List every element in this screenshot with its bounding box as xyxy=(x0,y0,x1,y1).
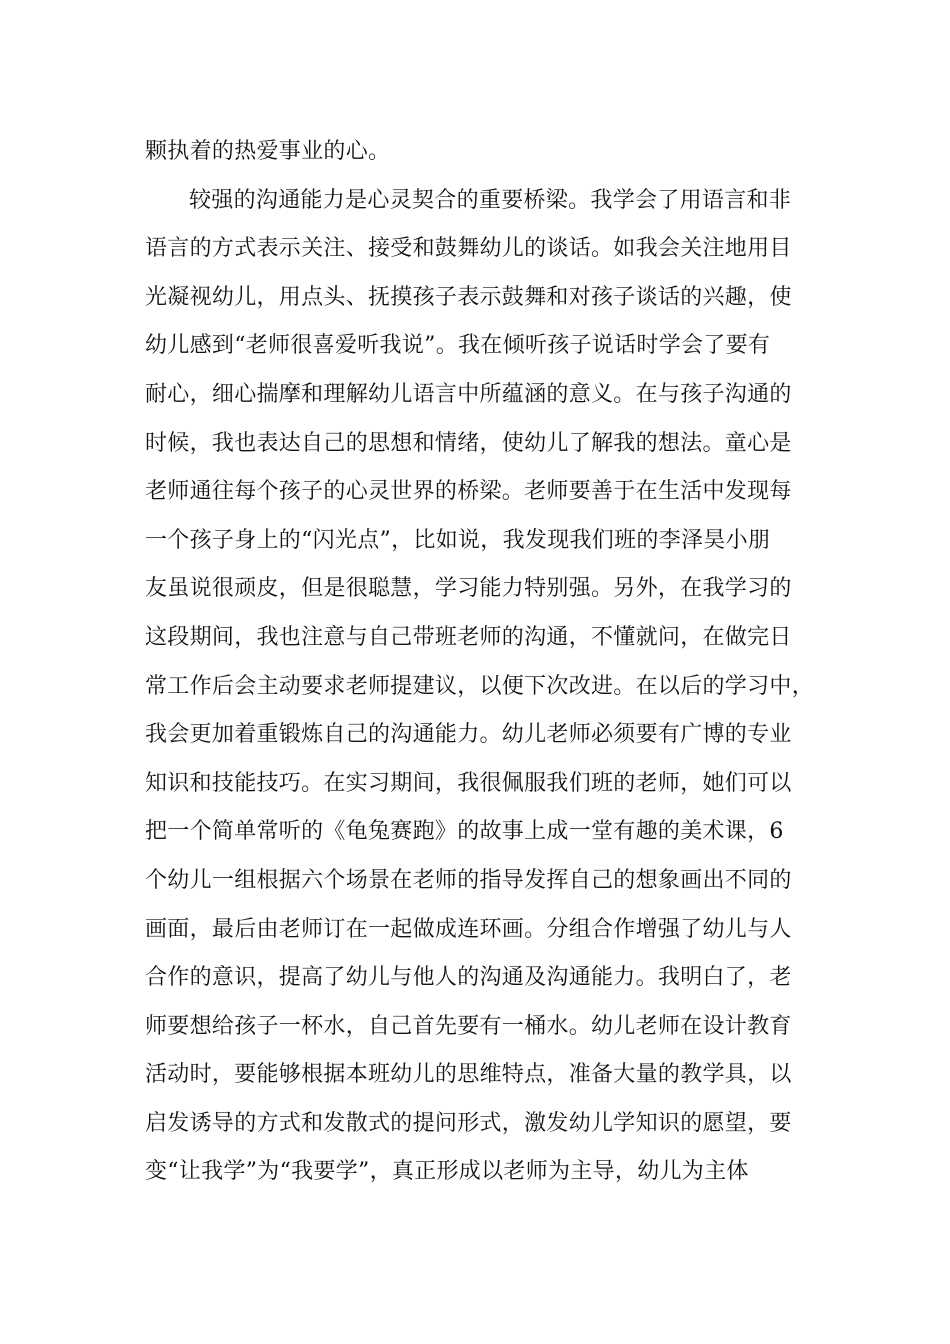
text-line: 幼儿感到“老师很喜爱听我说”。我在倾听孩子说话时学会了要有 xyxy=(145,333,771,359)
text-line: 一个孩子身上的“闪光点”，比如说，我发现我们班的李泽昊小朋 xyxy=(145,527,771,553)
text-line: 常工作后会主动要求老师提建议，以便下次改进。在以后的学习中， xyxy=(145,673,815,699)
text-line: 启发诱导的方式和发散式的提问形式，激发幼儿学知识的愿望，要 xyxy=(145,1110,792,1136)
text-line: 语言的方式表示关注、接受和鼓舞幼儿的谈话。如我会关注地用目 xyxy=(145,236,792,262)
text-line: 这段期间，我也注意与自己带班老师的沟通，不懂就问，在做完日 xyxy=(145,624,792,650)
text-line: 师要想给孩子一杯水，自己首先要有一桶水。幼儿老师在设计教育 xyxy=(145,1013,792,1039)
body-text xyxy=(145,128,835,1197)
text-line: 老师通往每个孩子的心灵世界的桥梁。老师要善于在生活中发现每 xyxy=(145,479,792,505)
text-line: 合作的意识，提高了幼儿与他人的沟通及沟通能力。我明白了，老 xyxy=(145,965,792,991)
text-line: 颗执着的热爱事业的心。 xyxy=(145,139,391,164)
text-line: 耐心，细心揣摩和理解幼儿语言中所蕴涵的意义。在与孩子沟通的 xyxy=(145,381,792,407)
text-line: 时候，我也表达自己的思想和情绪，使幼儿了解我的想法。童心是 xyxy=(145,430,792,456)
text-line: 把一个简单常听的《龟兔赛跑》的故事上成一堂有趣的美术课，6 xyxy=(145,819,784,845)
paragraph-first-line: 较强的沟通能力是心灵契合的重要桥梁。我学会了用语言和非 xyxy=(189,187,792,213)
text-line: 变“让我学”为“我要学”，真正形成以老师为主导，幼儿为主体 xyxy=(145,1159,749,1185)
text-line: 活动时，要能够根据本班幼儿的思维特点，准备大量的教学具，以 xyxy=(145,1062,792,1088)
text-line: 我会更加着重锻炼自己的沟通能力。幼儿老师必须要有广博的专业 xyxy=(145,722,792,748)
text-line: 个幼儿一组根据六个场景在老师的指导发挥自己的想象画出不同的 xyxy=(145,867,792,893)
text-line: 友虽说很顽皮，但是很聪慧，学习能力特别强。另外，在我学习的 xyxy=(145,576,792,602)
text-line: 画面，最后由老师订在一起做成连环画。分组合作增强了幼儿与人 xyxy=(145,916,792,942)
text-line: 光凝视幼儿，用点头、抚摸孩子表示鼓舞和对孩子谈话的兴趣，使 xyxy=(145,284,792,310)
text-line: 知识和技能技巧。在实习期间，我很佩服我们班的老师，她们可以 xyxy=(145,770,792,796)
